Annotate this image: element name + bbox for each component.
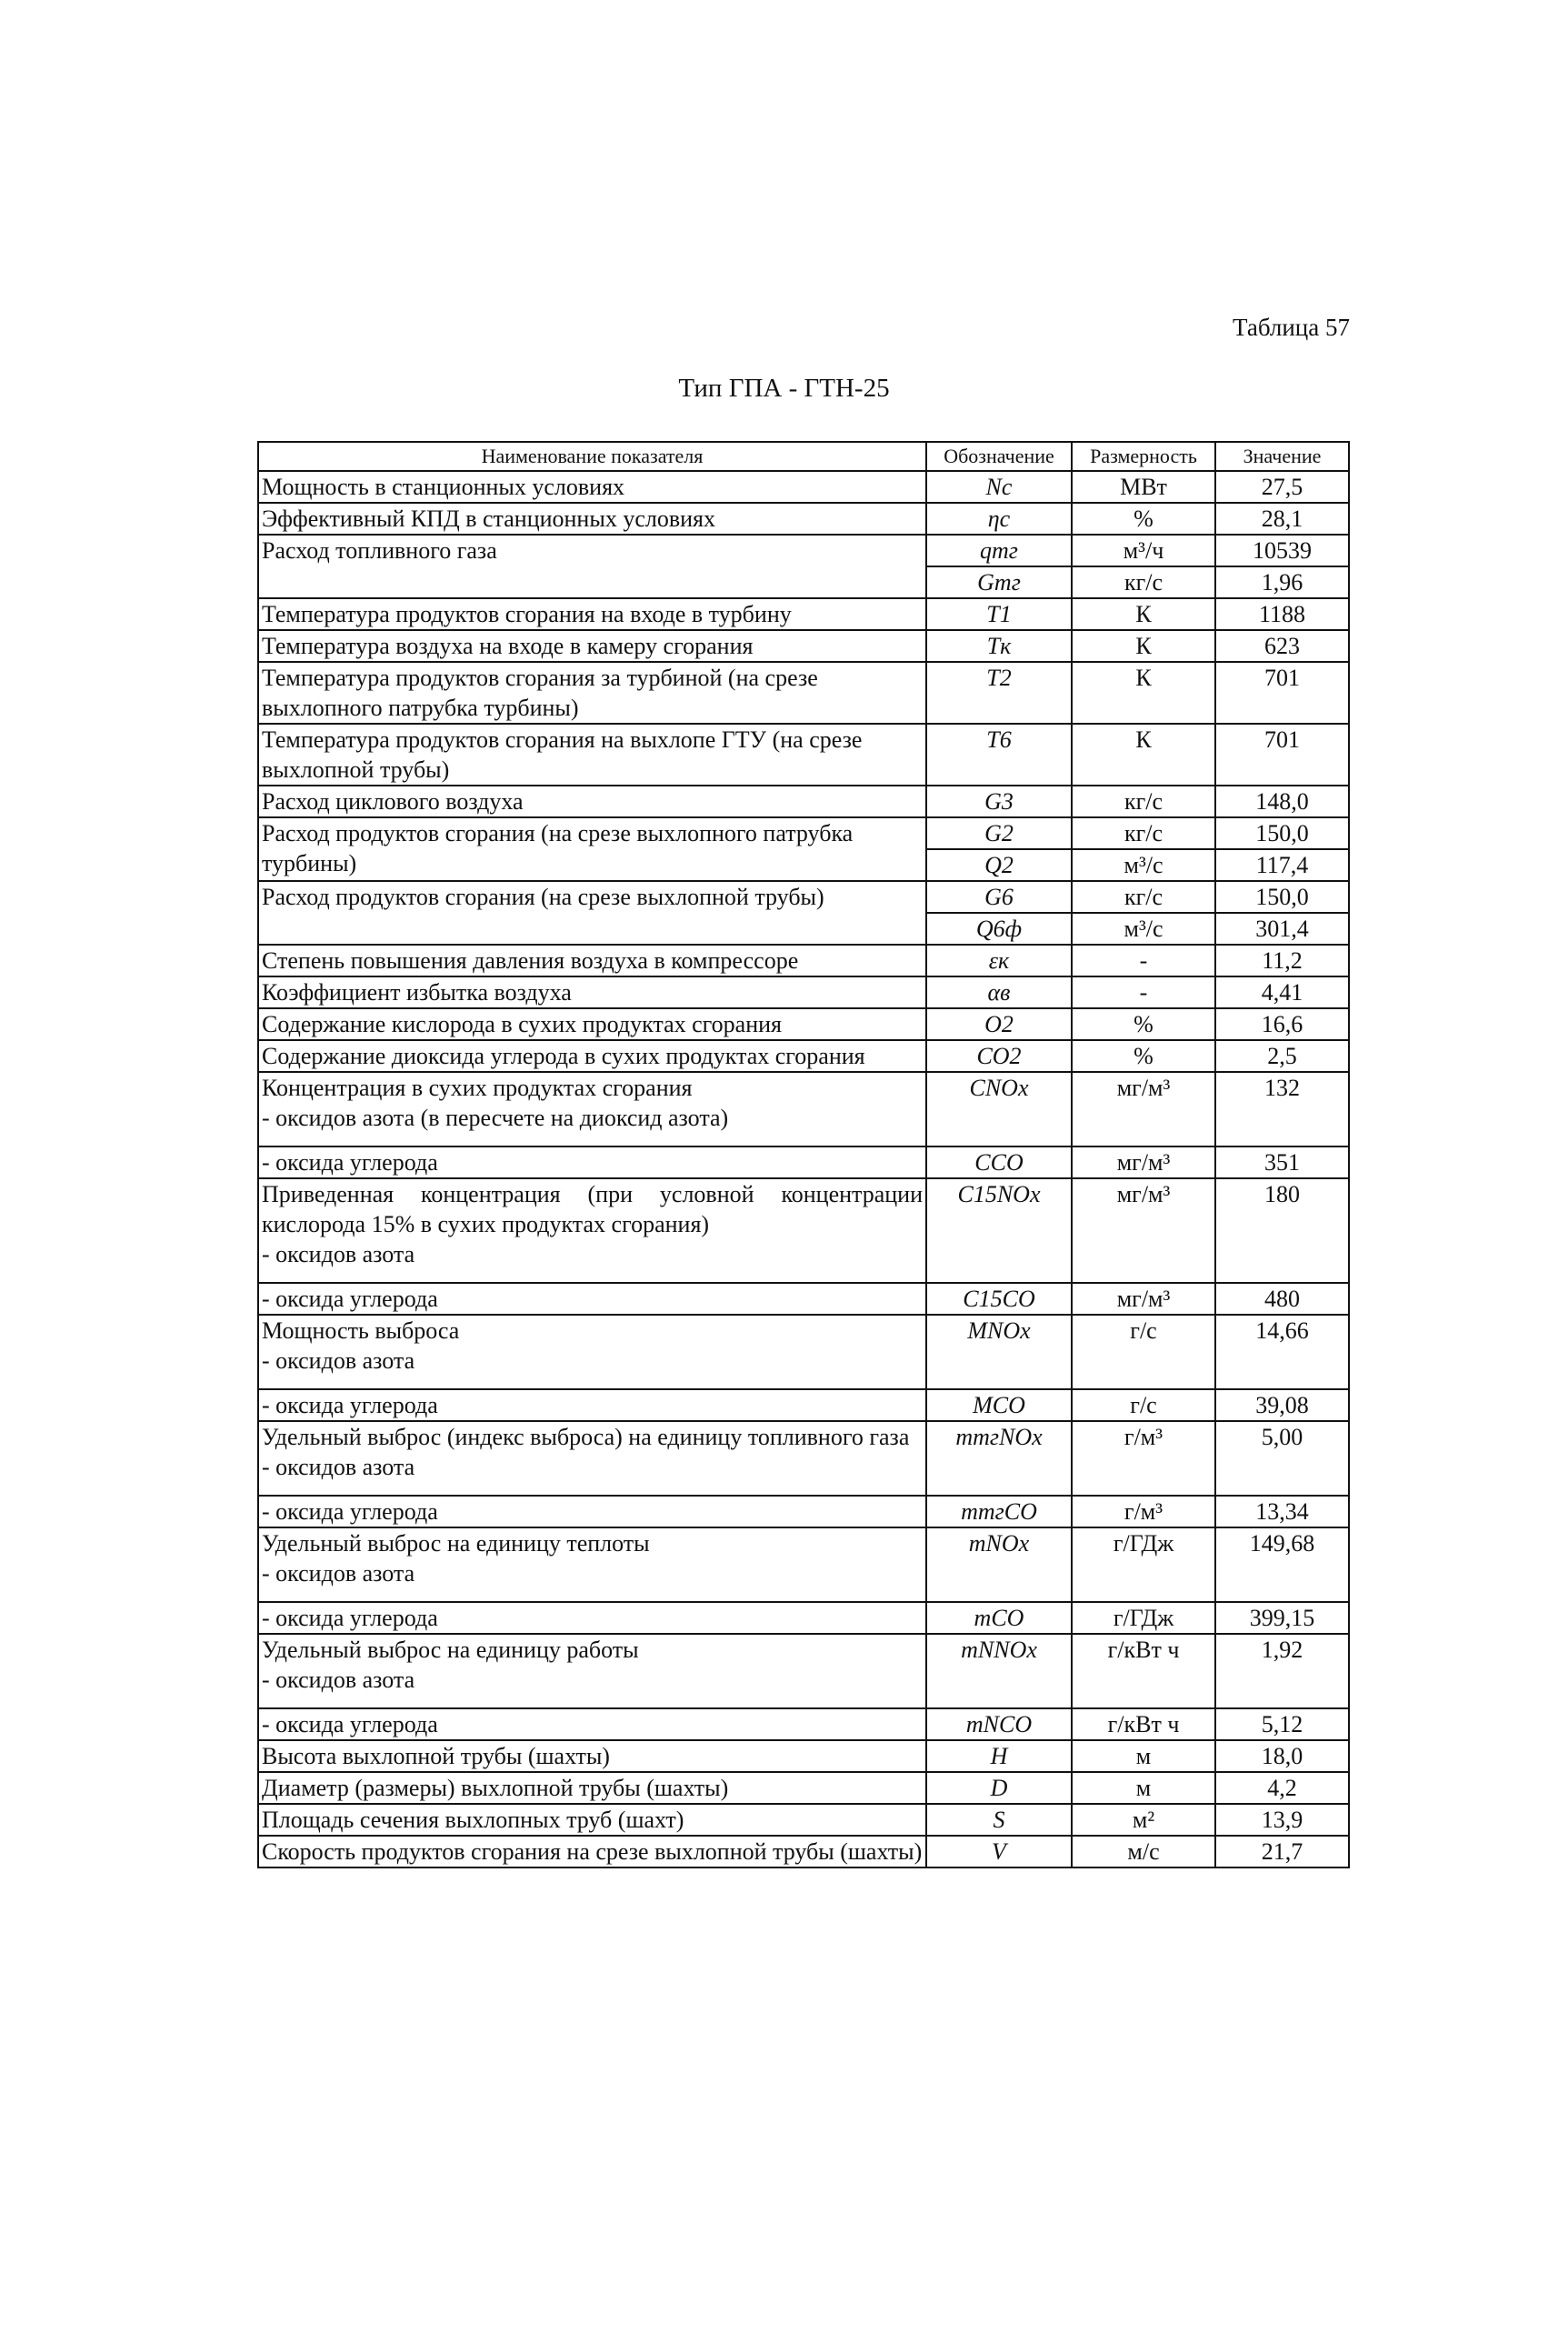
row-symbol: G2 <box>926 817 1072 849</box>
row-value: 1188 <box>1215 598 1349 630</box>
row-name: Температура продуктов сгорания на входе в турбину <box>258 598 926 630</box>
row-unit: г/кВт ч <box>1072 1708 1215 1740</box>
row-symbol: Gтг <box>926 566 1072 598</box>
group-title: Удельный выброс (индекс выброса) на единицу топливного газа <box>262 1424 910 1450</box>
group-title-cell <box>258 1527 926 1602</box>
row-unit: г/м³ <box>1072 1421 1215 1496</box>
row-name: Расход топливного газа <box>258 535 926 598</box>
table-row <box>258 630 1349 662</box>
row-value: 150,0 <box>1215 817 1349 849</box>
row-unit: м² <box>1072 1804 1215 1836</box>
table-row <box>258 1740 1349 1772</box>
group-title-cell <box>258 1634 926 1708</box>
group-title: Концентрация в сухих продуктах сгорания <box>262 1075 693 1101</box>
row-symbol: C15CO <box>926 1283 1072 1315</box>
row-name: Температура продуктов сгорания на выхлопе ГТУ (на срезе выхлопной трубы) <box>258 724 926 786</box>
group-row <box>258 1708 1349 1740</box>
group-row <box>258 1315 1349 1389</box>
group-title: Удельный выброс на единицу теплоты <box>262 1530 650 1557</box>
row-symbol: C15NOx <box>926 1178 1072 1283</box>
header-row <box>258 442 1349 471</box>
row-value: 150,0 <box>1215 881 1349 913</box>
row-unit: г/м³ <box>1072 1496 1215 1527</box>
row-name: Содержание диоксида углерода в сухих продуктах сгорания <box>258 1040 926 1072</box>
row-value: 4,41 <box>1215 976 1349 1008</box>
row-symbol: mCO <box>926 1602 1072 1634</box>
table-row <box>258 817 1349 849</box>
row-unit: г/ГДж <box>1072 1602 1215 1634</box>
row-unit: % <box>1072 1040 1215 1072</box>
row-value: 21,7 <box>1215 1836 1349 1867</box>
row-value: 2,5 <box>1215 1040 1349 1072</box>
group-item-label: - оксидов азота <box>262 1241 415 1267</box>
group-row <box>258 1072 1349 1146</box>
table-row <box>258 535 1349 566</box>
row-value: 16,6 <box>1215 1008 1349 1040</box>
row-unit: кг/с <box>1072 566 1215 598</box>
row-value: 301,4 <box>1215 913 1349 945</box>
row-unit: % <box>1072 1008 1215 1040</box>
row-value: 117,4 <box>1215 849 1349 881</box>
row-unit: м³/с <box>1072 913 1215 945</box>
table-row <box>258 471 1349 503</box>
row-symbol: CCO <box>926 1146 1072 1178</box>
row-symbol: G6 <box>926 881 1072 913</box>
group-row <box>258 1178 1349 1283</box>
header-unit: Размерность <box>1072 442 1215 471</box>
group-row <box>258 1146 1349 1178</box>
table-row <box>258 662 1349 724</box>
group-row <box>258 1421 1349 1496</box>
row-symbol: T2 <box>926 662 1072 724</box>
row-symbol: CO2 <box>926 1040 1072 1072</box>
row-value: 18,0 <box>1215 1740 1349 1772</box>
row-symbol: mNOx <box>926 1527 1072 1602</box>
row-unit: - <box>1072 945 1215 976</box>
parameters-table <box>257 441 1350 1868</box>
group-title-cell <box>258 1315 926 1389</box>
group-item-label: - оксидов азота <box>262 1454 415 1480</box>
group-item-label: - оксида углерода <box>258 1708 926 1740</box>
group-title-cell <box>258 1421 926 1496</box>
table-row <box>258 1836 1349 1867</box>
row-value: 5,00 <box>1215 1421 1349 1496</box>
row-unit: м³/ч <box>1072 535 1215 566</box>
header-name: Наименование показателя <box>258 442 926 471</box>
group-item-label: - оксида углерода <box>258 1496 926 1527</box>
row-symbol: αв <box>926 976 1072 1008</box>
row-value: 28,1 <box>1215 503 1349 535</box>
row-unit: г/с <box>1072 1315 1215 1389</box>
group-title: Удельный выброс на единицу работы <box>262 1637 639 1663</box>
row-value: 4,2 <box>1215 1772 1349 1804</box>
group-row <box>258 1634 1349 1708</box>
row-unit: мг/м³ <box>1072 1178 1215 1283</box>
row-symbol: CNOx <box>926 1072 1072 1146</box>
row-unit: кг/с <box>1072 817 1215 849</box>
row-unit: К <box>1072 724 1215 786</box>
table-row <box>258 945 1349 976</box>
row-symbol: Q6ф <box>926 913 1072 945</box>
row-value: 14,66 <box>1215 1315 1349 1389</box>
group-item-label: - оксидов азота <box>262 1667 415 1693</box>
row-value: 1,92 <box>1215 1634 1349 1708</box>
table-row <box>258 503 1349 535</box>
row-name: Высота выхлопной трубы (шахты) <box>258 1740 926 1772</box>
row-unit: мг/м³ <box>1072 1283 1215 1315</box>
group-item-label: - оксида углерода <box>258 1146 926 1178</box>
row-unit: мг/м³ <box>1072 1146 1215 1178</box>
row-unit: г/с <box>1072 1389 1215 1421</box>
row-symbol: Nс <box>926 471 1072 503</box>
table-row <box>258 881 1349 913</box>
table-row <box>258 1772 1349 1804</box>
row-value: 11,2 <box>1215 945 1349 976</box>
row-name: Площадь сечения выхлопных труб (шахт) <box>258 1804 926 1836</box>
row-value: 623 <box>1215 630 1349 662</box>
table-row <box>258 598 1349 630</box>
row-name: Температура воздуха на входе в камеру сгорания <box>258 630 926 662</box>
group-row <box>258 1283 1349 1315</box>
group-row <box>258 1496 1349 1527</box>
row-value: 701 <box>1215 724 1349 786</box>
group-item-label: - оксидов азота <box>262 1560 415 1587</box>
row-unit: К <box>1072 662 1215 724</box>
row-unit: К <box>1072 630 1215 662</box>
row-value: 149,68 <box>1215 1527 1349 1602</box>
row-value: 480 <box>1215 1283 1349 1315</box>
row-name: Эффективный КПД в станционных условиях <box>258 503 926 535</box>
row-value: 13,34 <box>1215 1496 1349 1527</box>
row-unit: кг/с <box>1072 786 1215 817</box>
row-value: 351 <box>1215 1146 1349 1178</box>
table-row <box>258 976 1349 1008</box>
row-symbol: ηс <box>926 503 1072 535</box>
group-row <box>258 1602 1349 1634</box>
row-value: 10539 <box>1215 535 1349 566</box>
row-name: Расход продуктов сгорания (на срезе выхлопного патрубка турбины) <box>258 817 926 881</box>
row-value: 13,9 <box>1215 1804 1349 1836</box>
group-item-label: - оксида углерода <box>258 1283 926 1315</box>
row-value: 27,5 <box>1215 471 1349 503</box>
row-value: 1,96 <box>1215 566 1349 598</box>
group-title-cell <box>258 1178 926 1283</box>
row-symbol: H <box>926 1740 1072 1772</box>
table-number: Таблица 57 <box>1233 314 1350 341</box>
row-unit: К <box>1072 598 1215 630</box>
row-symbol: mNCO <box>926 1708 1072 1740</box>
row-unit: МВт <box>1072 471 1215 503</box>
row-value: 148,0 <box>1215 786 1349 817</box>
row-symbol: qтг <box>926 535 1072 566</box>
group-item-label: - оксидов азота (в пересчете на диоксид азота) <box>262 1105 729 1131</box>
header-symbol: Обозначение <box>926 442 1072 471</box>
row-unit: кг/с <box>1072 881 1215 913</box>
row-unit: % <box>1072 503 1215 535</box>
table-caption: Тип ГПА - ГТН-25 <box>678 374 890 403</box>
row-symbol: O2 <box>926 1008 1072 1040</box>
row-name: Диаметр (размеры) выхлопной трубы (шахты) <box>258 1772 926 1804</box>
header-value: Значение <box>1215 442 1349 471</box>
row-symbol: G3 <box>926 786 1072 817</box>
row-unit: - <box>1072 976 1215 1008</box>
row-symbol: MNOx <box>926 1315 1072 1389</box>
row-name: Расход циклового воздуха <box>258 786 926 817</box>
row-symbol: T1 <box>926 598 1072 630</box>
row-value: 180 <box>1215 1178 1349 1283</box>
row-symbol: mтгCO <box>926 1496 1072 1527</box>
row-name: Мощность в станционных условиях <box>258 471 926 503</box>
row-name: Степень повышения давления воздуха в компрессоре <box>258 945 926 976</box>
row-name: Содержание кислорода в сухих продуктах сгорания <box>258 1008 926 1040</box>
row-unit: м/с <box>1072 1836 1215 1867</box>
row-value: 5,12 <box>1215 1708 1349 1740</box>
row-unit: г/кВт ч <box>1072 1634 1215 1708</box>
group-title: Мощность выброса <box>262 1317 460 1344</box>
table-row <box>258 1804 1349 1836</box>
row-symbol: S <box>926 1804 1072 1836</box>
table-row <box>258 1008 1349 1040</box>
group-title: Приведенная концентрация (при условной концентрации кислорода 15% в сухих продуктах сгорания) <box>262 1181 923 1237</box>
group-title-cell <box>258 1072 926 1146</box>
row-symbol: mтгNOx <box>926 1421 1072 1496</box>
row-name: Температура продуктов сгорания за турбиной (на срезе выхлопного патрубка турбины) <box>258 662 926 724</box>
group-row <box>258 1527 1349 1602</box>
row-unit: мг/м³ <box>1072 1072 1215 1146</box>
table-row <box>258 1040 1349 1072</box>
group-item-label: - оксида углерода <box>258 1602 926 1634</box>
row-symbol: V <box>926 1836 1072 1867</box>
row-symbol: Tк <box>926 630 1072 662</box>
row-symbol: T6 <box>926 724 1072 786</box>
group-row <box>258 1389 1349 1421</box>
row-name: Скорость продуктов сгорания на срезе выхлопной трубы (шахты) <box>258 1836 926 1867</box>
row-unit: м³/с <box>1072 849 1215 881</box>
table-row <box>258 724 1349 786</box>
row-symbol: MCO <box>926 1389 1072 1421</box>
row-unit: м <box>1072 1772 1215 1804</box>
row-value: 399,15 <box>1215 1602 1349 1634</box>
group-item-label: - оксидов азота <box>262 1347 415 1374</box>
row-symbol: εк <box>926 945 1072 976</box>
row-symbol: D <box>926 1772 1072 1804</box>
row-value: 701 <box>1215 662 1349 724</box>
row-unit: м <box>1072 1740 1215 1772</box>
row-name: Коэффициент избытка воздуха <box>258 976 926 1008</box>
row-value: 132 <box>1215 1072 1349 1146</box>
table-row <box>258 786 1349 817</box>
row-unit: г/ГДж <box>1072 1527 1215 1602</box>
row-value: 39,08 <box>1215 1389 1349 1421</box>
row-name: Расход продуктов сгорания (на срезе выхлопной трубы) <box>258 881 926 945</box>
group-item-label: - оксида углерода <box>258 1389 926 1421</box>
row-symbol: mNNOx <box>926 1634 1072 1708</box>
row-symbol: Q2 <box>926 849 1072 881</box>
